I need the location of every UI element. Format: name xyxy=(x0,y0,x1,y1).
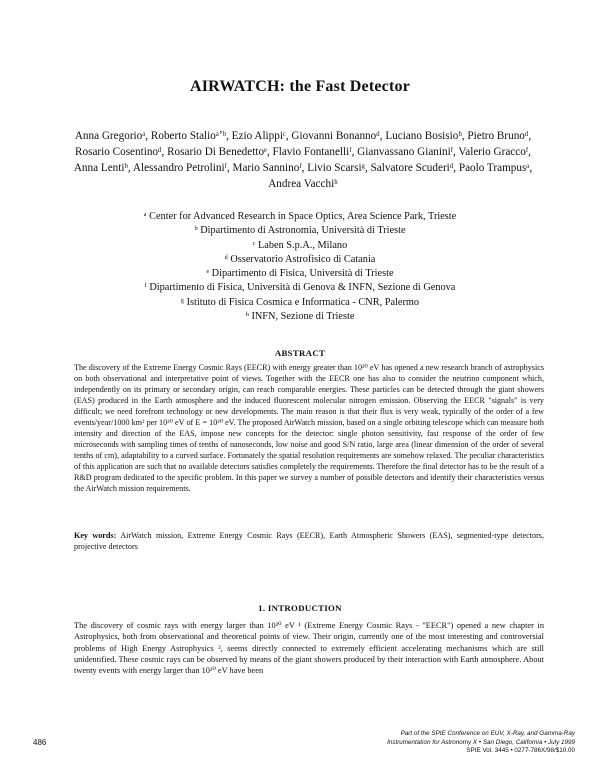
keywords xyxy=(74,530,544,552)
affiliation-item: ᵉ Dipartimento di Fisica, Università di Trieste xyxy=(206,268,394,280)
affiliation-item: ᵃ Center for Advanced Research in Space Optics, Area Science Park, Trieste xyxy=(143,211,457,222)
keywords-text: AirWatch mission, Extreme Energy Cosmic Rays (EECR), Earth Atmospheric Showers (EAS), segmented-type detectors, projective detectors xyxy=(74,531,544,551)
abstract-heading: ABSTRACT xyxy=(274,348,326,358)
affiliation-item: ᵍ Istituto di Fisica Cosmica e Informatica - CNR, Palermo xyxy=(180,296,420,308)
paper-title: AIRWATCH: the Fast Detector xyxy=(189,78,411,95)
footer-line: Instrumentation for Astronomy X • San Diego, California • July 1999 xyxy=(387,738,575,746)
affiliation-item: ᶠ Dipartimento di Fisica, Università di Genova & INFN, Sezione di Genova xyxy=(144,282,456,294)
introduction-heading: 1. INTRODUCTION xyxy=(258,603,342,613)
keywords-label: Key words: xyxy=(74,531,117,540)
affiliation-item: ᶜ Laben S.p.A., Milano xyxy=(252,239,348,251)
affiliation-list xyxy=(95,210,505,324)
page-number: 486 xyxy=(33,738,47,747)
footer-line: SPIE Vol. 3445 • 0277-786X/98/$10.00 xyxy=(466,747,575,755)
conference-footer xyxy=(355,730,575,756)
affiliation-item: ʰ INFN, Sezione di Trieste xyxy=(245,311,355,323)
abstract-text: The discovery of the Extreme Energy Cosmic Rays (EECR) with energy greater than 10²⁰ eV has opened a new research branch of astrophysics on both observational and interpretative point of views. Together with the EECR one has also to consider the neutrino component which, independently on its primary or secondary origin, can reach comparable energies. These particles can be detected through the giant showers (EAS) produced in the Earth atmosphere and the induced fluorescent molecular nitrogen emission. Observing the EECR "signals" is very difficult; we need forefront technology or new developments. The main reason is that their flux is very weak, typically of the order of a few events/year/1000 km² per 10²⁰ eV of E = 10²⁰ eV. The proposed AirWatch mission, based on a single orbiting telescope which can measure both intensity and direction of the EAS, impose new concepts for the detector: single photon sensitivity, fast response of the order of few microseconds with sampling times of tenths of nanoseconds, low noise and good S/N ratio, large area (linear dimension of the order of several tenths of cm), adaptability to a curved surface. Fortunately the spatial resolution requirements are somehow relaxed. The peculiar characteristics of this application are such that no available detectors satisfies completely the requirements. Therefore the final detector has to be the result of a R&D program dedicated to the specific problem. In this paper we survey a number of possible detectors and identify their characteristics versus the AirWatch mission requirements. xyxy=(74,363,544,493)
affiliation-item: ᵈ Osservatorio Astrofisico di Catania xyxy=(224,253,376,265)
introduction-text: The discovery of cosmic rays with energy larger than 10²⁰ eV ¹ (Extreme Energy Cosmic Rays - "EECR") opened a new chapter in Astrophysics, both from observational and theoretical points of view. Their origin, currently one of the most interesting and controversial problems of High Energy Astrophysics ², seems directly connected to extremely efficient accelerating mechanisms which are still unidentified. These cosmic rays can be observed by means of the giant showers produced by their interaction with Earth atmosphere. About twenty events with energy larger than 10²⁰ eV have been xyxy=(74,621,544,676)
affiliation-item: ᵇ Dipartimento di Astronomia, Università di Trieste xyxy=(194,225,406,237)
footer-line: Part of the SPIE Conference on EUV, X-Ray, and Gamma-Ray xyxy=(400,730,575,737)
author-list: Anna Gregorioᵃ, Roberto Stalioᵃʼᵇ, Ezio Alippiᶜ, Giovanni Bonannoᵈ, Luciano Bosisioᵇ, Pietro Brunoᵈ, Rosario Cosentinoᵈ, Rosario Di Benedettoᵉ, Flavio Fontanelliᶠ, Gianvassano Gianiniᶠ, Valerio Graccoᶠ, Anna Lentiᵇ, Alessandro Petroliniᶠ, Mario Sanninoᶠ, Livio Scarsiᵍ, Salvatore Scuderiᵈ, Paolo Trampusᵃ, Andrea Vacchiʰ xyxy=(73,130,533,190)
